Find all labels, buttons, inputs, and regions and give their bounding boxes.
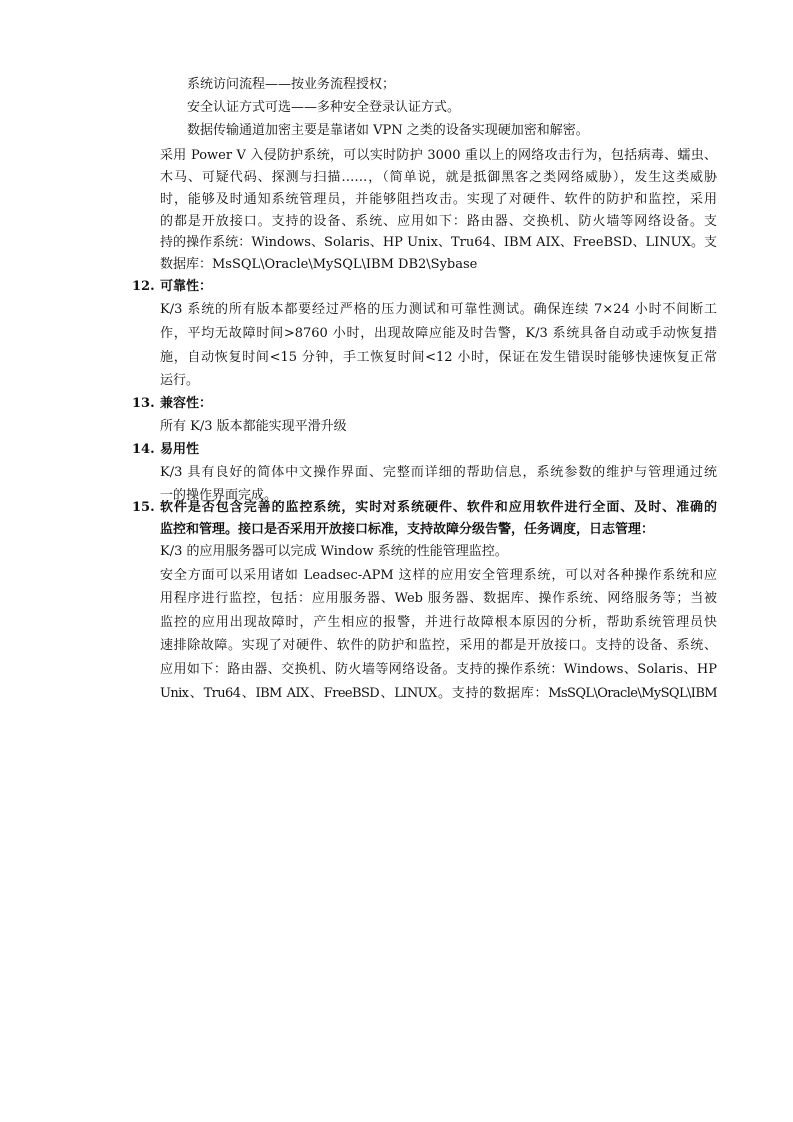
section-title: 易用性	[160, 442, 200, 457]
section-title: 可靠性：	[160, 279, 213, 294]
section-number: 14.	[132, 442, 155, 457]
paragraph-line: 一的操作界面完成。	[160, 488, 278, 503]
paragraph-line: 监控的应用出现故障时，产生相应的报警，并进行故障根本原因的分析，帮助系统管理员快	[160, 615, 717, 630]
paragraph-line: 作，平均无故障时间>8760 小时，出现故障应能及时告警，K/3 系统具备自动或手动恢复措	[160, 326, 717, 341]
paragraph-line: 速排除故障。实现了对硬件、软件的防护和监控，采用的都是开放接口。支持的设备、系统、	[160, 638, 717, 653]
intro-line: 安全认证方式可选——多种安全登录认证方式。	[187, 100, 461, 115]
paragraph-line: 运行。	[160, 373, 200, 388]
paragraph-line: 安全方面可以采用诸如 Leadsec-APM 这样的应用安全管理系统，可以对各种操作系统和应	[160, 568, 717, 583]
paragraph-line: 数据库：MsSQL\Oracle\MySQL\IBM DB2\Sybase	[160, 257, 478, 272]
paragraph-line: 持的操作系统：Windows、Solaris、HP Unix、Tru64、IBM AIX、FreeBSD、LINUX。支	[160, 235, 717, 250]
paragraph-line: Unix、Tru64、IBM AIX、FreeBSD、LINUX。支持的数据库：MsSQL\Oracle\MySQL\IBM	[160, 686, 717, 701]
paragraph-line: 时，能够及时通知系统管理员，并能够阻挡攻击。实现了对硬件、软件的防护和监控，采用	[160, 192, 717, 207]
paragraph-line: 用程序进行监控，包括：应用服务器、Web 服务器、数据库、操作系统、网络服务等；当被	[160, 591, 717, 606]
section-number: 15.	[132, 500, 155, 515]
paragraph-line: K/3 系统的所有版本都要经过严格的压力测试和可靠性测试。确保连续 7×24 小时不间断工	[160, 302, 717, 317]
section-title: 兼容性：	[160, 396, 213, 411]
section-title: 监控和管理。接口是否采用开放接口标准，支持故障分级告警，任务调度，日志管理：	[160, 522, 655, 537]
paragraph-line: 所有 K/3 版本都能实现平滑升级	[160, 419, 347, 434]
paragraph-line: 施，自动恢复时间<15 分钟，手工恢复时间<12 小时，保证在发生错误时能够快速恢复正常	[160, 350, 717, 365]
paragraph-line: 采用 Power V 入侵防护系统，可以实时防护 3000 重以上的网络攻击行为，包括病毒、蠕虫、	[160, 148, 717, 163]
paragraph-line: 应用如下：路由器、交换机、防火墙等网络设备。支持的操作系统：Windows、Solaris、HP	[160, 662, 717, 677]
intro-line: 数据传输通道加密主要是靠诸如 VPN 之类的设备实现硬加密和解密。	[187, 123, 589, 138]
paragraph-line: 木马、可疑代码、探测与扫描……，（简单说，就是抵御黑客之类网络威胁），发生这类威胁	[160, 170, 717, 185]
paragraph-line: 的都是开放接口。支持的设备、系统、应用如下：路由器、交换机、防火墙等网络设备。支	[160, 214, 717, 229]
section-number: 12.	[132, 279, 155, 294]
paragraph-line: K/3 的应用服务器可以完成 Window 系统的性能管理监控。	[160, 544, 508, 559]
section-number: 13.	[132, 396, 155, 411]
section-title: 软件是否包含完善的监控系统，实时对系统硬件、软件和应用软件进行全面、及时、准确的	[160, 500, 717, 515]
intro-line: 系统访问流程——按业务流程授权；	[187, 77, 396, 92]
paragraph-line: K/3 具有良好的简体中文操作界面、完整而详细的帮助信息，系统参数的维护与管理通过统	[160, 465, 717, 480]
